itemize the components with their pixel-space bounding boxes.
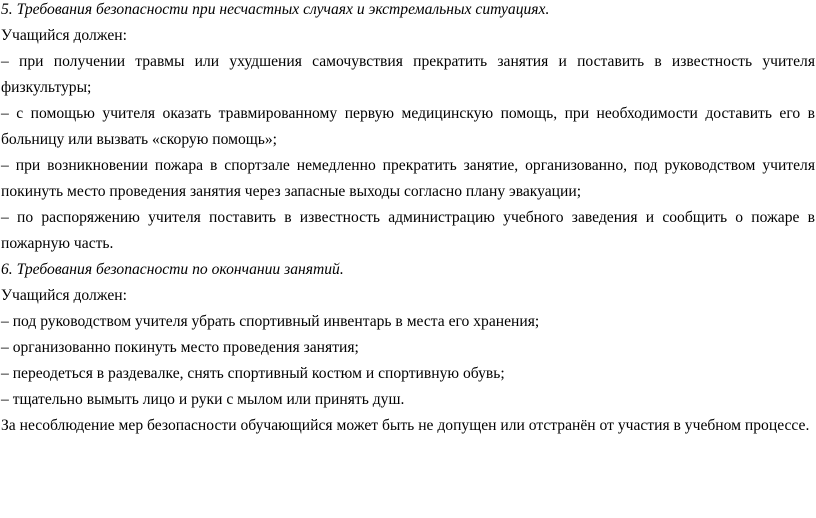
section-5-intro: Учащийся должен: (1, 27, 127, 44)
section-5-item-4: – по распоряжению учителя поставить в известность администрацию учебного заведения и сообщить о пожаре в пожарную часть. (1, 209, 815, 252)
section-5-heading: 5. Требования безопасности при несчастных случаях и экстремальных ситуациях. (1, 1, 550, 18)
section-6-heading: 6. Требования безопасности по окончании занятий. (1, 261, 344, 278)
document-body (1, 0, 815, 439)
section-5-item-1: – при получении травмы или ухудшения самочувствия прекратить занятия и поставить в известность учителя физкультуры; (1, 53, 815, 96)
section-6-item-3: – переодеться в раздевалке, снять спортивный костюм и спортивную обувь; (1, 365, 505, 382)
section-6-item-1: – под руководством учителя убрать спортивный инвентарь в места его хранения; (1, 313, 540, 330)
section-5-item-2: – с помощью учителя оказать травмированному первую медицинскую помощь, при необходимости доставить его в больницу или вызвать «скорую помощь»; (1, 105, 815, 148)
section-6-intro: Учащийся должен: (1, 287, 127, 304)
closing-statement: За несоблюдение мер безопасности обучающийся может быть не допущен или отстранён от участия в учебном процессе. (1, 417, 810, 434)
section-5-item-3: – при возникновении пожара в спортзале немедленно прекратить занятие, организованно, под руководством учителя покинуть место проведения занятия через запасные выходы согласно плану эвакуации; (1, 157, 815, 200)
section-6-item-4: – тщательно вымыть лицо и руки с мылом или принять душ. (1, 391, 405, 408)
section-6-item-2: – организованно покинуть место проведения занятия; (1, 339, 359, 356)
